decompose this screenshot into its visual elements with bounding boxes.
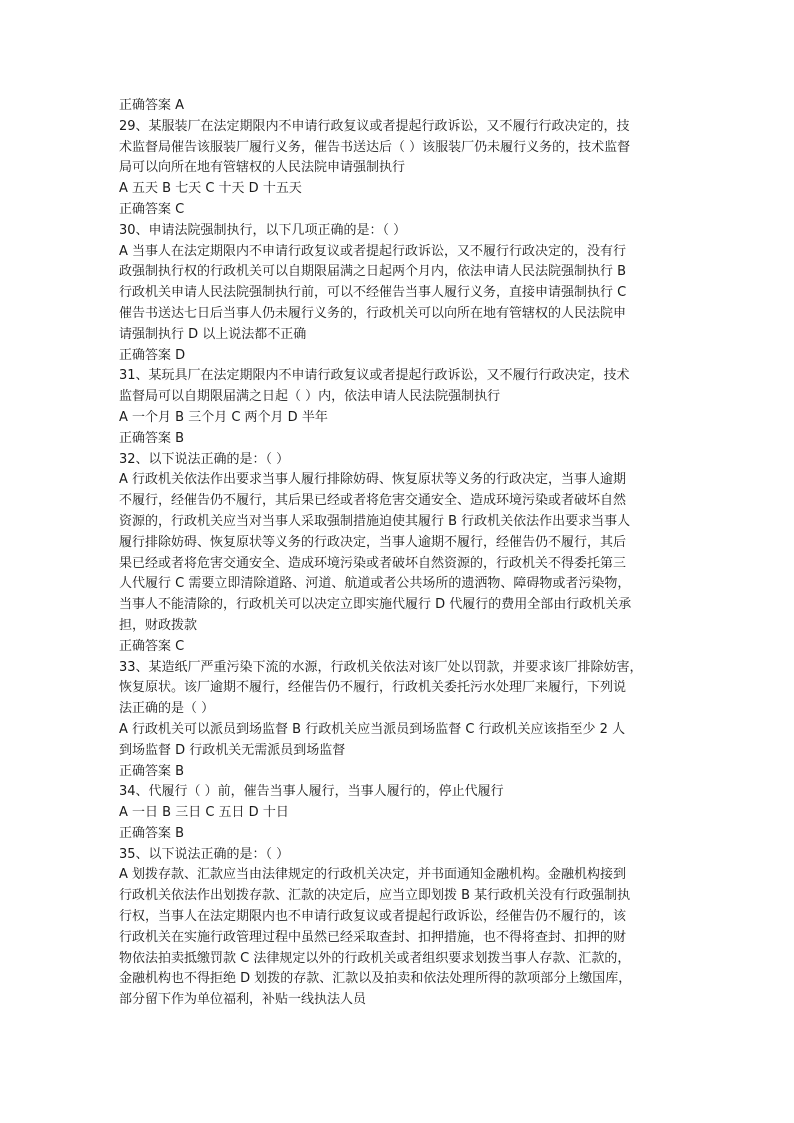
text-line: 到场监督 D 行政机关无需派员到场监督 <box>119 742 346 758</box>
text-line: 局可以向所在地有管辖权的人民法院申请强制执行 <box>119 160 406 176</box>
text-line: 正确答案 A <box>119 98 185 113</box>
text-line: 35、以下说法正确的是：（ ） <box>119 846 290 862</box>
text-line: 资源的，行政机关应当对当事人采取强制措施迫使其履行 B 行政机关依法作出要求当事人 <box>119 513 631 529</box>
text-line: 请强制执行 D 以上说法都不正确 <box>119 326 307 342</box>
text-line: 正确答案 C <box>119 638 185 654</box>
text-line: 29、某服装厂在法定期限内不申请行政复议或者提起行政诉讼，又不履行行政决定的，技 <box>119 118 630 134</box>
text-line: 金融机构也不得拒绝 D 划拨的存款、汇款以及拍卖和依法处理所得的款项部分上缴国库， <box>119 971 632 987</box>
text-line: 恢复原状。该厂逾期不履行，经催告仍不履行，行政机关委托污水处理厂来履行，下列说 <box>119 680 627 696</box>
text-line: 部分留下作为单位福利，补贴一线执法人员 <box>119 992 367 1008</box>
text-line: 31、某玩具厂在法定期限内不申请行政复议或者提起行政诉讼，又不履行行政决定，技术 <box>119 368 630 384</box>
text-line: 32、以下说法正确的是：（ ） <box>119 451 290 467</box>
text-line: 33、某造纸厂严重污染下流的水源，行政机关依法对该厂处以罚款，并要求该厂排除妨害， <box>119 659 643 675</box>
text-line: 34、代履行（ ）前，催告当事人履行，当事人履行的，停止代履行 <box>119 784 504 800</box>
text-line: A 划拨存款、汇款应当由法律规定的行政机关决定，并书面通知金融机构。金融机构接到 <box>119 867 627 883</box>
text-line: 正确答案 B <box>119 430 185 446</box>
text-line: 行权，当事人在法定期限内也不申请行政复议或者提起行政诉讼，经催告仍不履行的，该 <box>119 909 627 925</box>
text-line: 术监督局催告该服装厂履行义务，催告书送达后（ ）该服装厂仍未履行义务的，技术监督 <box>119 139 631 155</box>
text-line: 正确答案 B <box>119 825 185 841</box>
text-line: 正确答案 B <box>119 763 185 779</box>
text-line: A 一日 B 三日 C 五日 D 十日 <box>119 805 289 821</box>
text-line: A 行政机关可以派员到场监督 B 行政机关应当派员到场监督 C 行政机关应该指至少 2 人 <box>119 721 626 737</box>
text-line: 人代履行 C 需要立即清除道路、河道、航道或者公共场所的遗洒物、障碍物或者污染物， <box>119 576 631 592</box>
text-line: 监督局可以自期限届满之日起（ ）内，依法申请人民法院强制执行 <box>119 389 501 405</box>
text-line: 行政机关申请人民法院强制执行前，可以不经催告当事人履行义务，直接申请强制执行 C <box>119 285 627 301</box>
text-line: 当事人不能清除的，行政机关可以决定立即实施代履行 D 代履行的费用全部由行政机关承 <box>119 597 632 613</box>
text-line: 物依法拍卖抵缴罚款 C 法律规定以外的行政机关或者组织要求划拨当事人存款、汇款的， <box>119 950 631 966</box>
text-line: 不履行，经催告仍不履行，其后果已经或者将危害交通安全、造成环境污染或者破坏自然 <box>119 493 627 509</box>
text-line: 担，财政拨款 <box>119 617 198 633</box>
text-line: 政强制执行权的行政机关可以自期限届满之日起两个月内，依法申请人民法院强制执行 B <box>119 264 627 280</box>
text-line: 正确答案 D <box>119 347 186 363</box>
text-line: 法正确的是（ ） <box>119 701 215 717</box>
text-line: 催告书送达七日后当事人仍未履行义务的，行政机关可以向所在地有管辖权的人民法院申 <box>119 305 627 321</box>
text-line: A 当事人在法定期限内不申请行政复议或者提起行政诉讼，又不履行行政决定的，没有行 <box>119 243 627 259</box>
text-line: A 五天 B 七天 C 十天 D 十五天 <box>119 181 302 197</box>
text-line: 30、申请法院强制执行，以下几项正确的是：（ ） <box>119 222 407 238</box>
text-line: A 行政机关依法作出要求当事人履行排除妨碍、恢复原状等义务的行政决定，当事人逾期 <box>119 472 627 488</box>
question-text-block <box>119 96 679 1011</box>
text-line: 果已经或者将危害交通安全、造成环境污染或者破坏自然资源的，行政机关不得委托第三 <box>119 555 627 571</box>
text-line: 行政机关依法作出划拨存款、汇款的决定后，应当立即划拨 B 某行政机关没有行政强制执 <box>119 888 631 904</box>
text-line: 正确答案 C <box>119 201 185 217</box>
text-line: A 一个月 B 三个月 C 两个月 D 半年 <box>119 409 328 425</box>
text-line: 行政机关在实施行政管理过程中虽然已经采取查封、扣押措施，也不得将查封、扣押的财 <box>119 929 627 945</box>
text-line: 履行排除妨碍、恢复原状等义务的行政决定，当事人逾期不履行，经催告仍不履行，其后 <box>119 534 627 550</box>
